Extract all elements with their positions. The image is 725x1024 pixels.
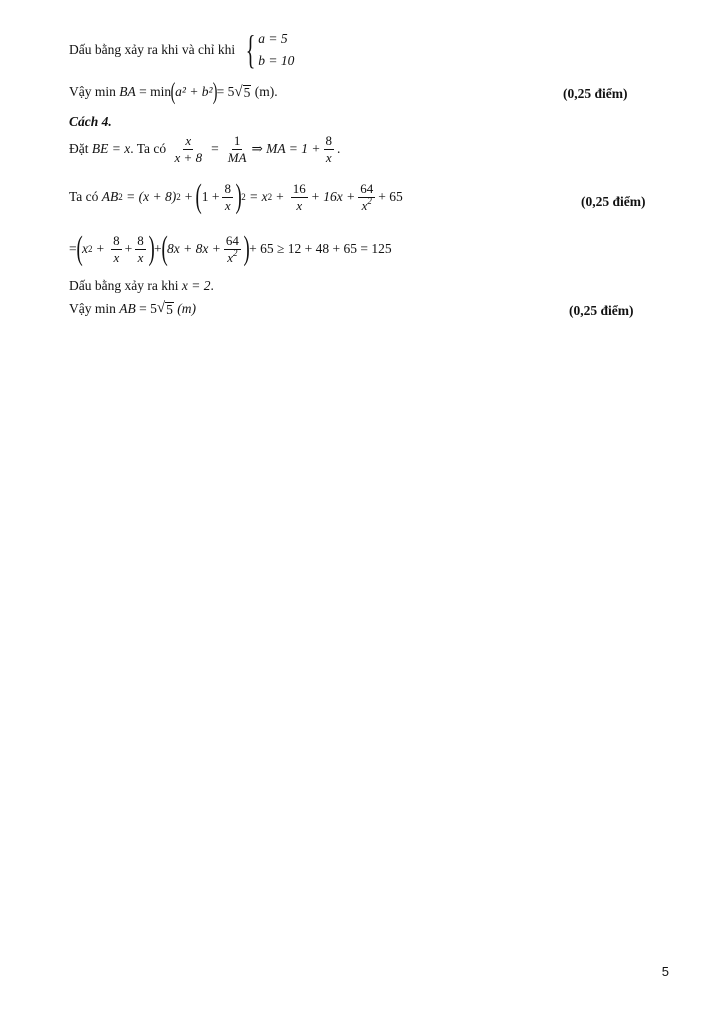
equality-x-line [69,278,214,294]
fraction-64-over-x2 [358,182,375,212]
min-label: min [94,300,116,316]
ab-symbol: AB [101,189,119,204]
inequality-tail: + 65 ≥ 12 + 48 + 65 = 125 [249,241,392,256]
eight-x-terms: 8x + 8x + [166,241,221,256]
conclusion-text: Vậy [69,84,92,99]
equality-text: Dấu bằng xảy ra khi [69,278,179,293]
fraction-denominator: $x^2$ [227,247,238,265]
equality-condition-line [69,28,294,72]
page-number: 5 [661,964,669,979]
right-paren: ) [212,79,218,105]
fraction-8-over-x [135,234,146,264]
fraction-16-over-x [291,182,308,212]
min-ab-line [69,300,196,317]
fraction-numerator: 1 [233,133,241,148]
min-ba-line [69,80,278,104]
fraction-x-over-x8 [173,134,205,164]
equals-x-squared: = x [249,189,268,204]
plus-sign: + [184,189,193,204]
fraction-numerator: 64 [360,180,374,196]
plus-sign: + [96,241,105,256]
fraction-8-over-x [222,182,233,212]
ab-symbol: AB [119,300,136,316]
inequality-line: = ( x 2 + $\frac{8}{x}$ + $\frac{8}{x}$ ) + ( 8x + 8x + $\frac{64}{x^2}$ ) + 65 ≥ 12 + 48 + 65 = 125 [69,230,392,267]
fraction-denominator: x + 8 [174,149,203,165]
plus-sign: + [154,241,162,256]
a2-plus-b2: a² + b² [175,84,213,99]
fraction-numerator: 8 [325,133,333,148]
fraction-numerator: 64 [225,232,239,248]
unit-meters: (m) [177,300,196,316]
equals-5: = 5 [139,300,157,316]
min-label: min [94,84,116,99]
fraction-denominator: $x^2$ [361,195,372,213]
implies-arrow: ⇒ [251,141,263,157]
conclusion-text: Vậy [69,300,92,316]
set-text: Đặt [69,141,89,157]
plus-sign: + [276,189,284,204]
fraction-denominator: x [224,197,231,213]
fraction-64-over-x2 [224,234,241,264]
fraction-8-over-x [111,234,122,264]
fraction-denominator: x [113,249,120,265]
left-paren: ( [76,230,83,267]
x-equals-2: x = 2 [181,278,211,293]
equality-condition-text: Dấu bằng xảy ra khi và chỉ khi [69,42,236,57]
right-paren: ) [243,230,250,267]
fraction-1-over-ma [226,134,249,164]
period: . [210,278,214,293]
sqrt-expression: √ 5 [234,83,251,101]
set-be-line: Đặt BE = x . Ta có $\frac{x}{x + 8}$ = $\frac{1}{MA}$ ⇒ MA = 1 + $\frac{8}{x}$ . [69,133,341,165]
equals-min: = min [139,84,172,99]
unit-meters: (m). [254,84,278,99]
fraction-denominator: x [325,149,332,165]
equals-sign: = [69,241,77,256]
x-term: x [81,241,88,256]
left-paren: ( [170,79,176,105]
ma-expression: MA = 1 + [266,141,321,157]
score-label: (0,25 điểm) [581,194,646,209]
fraction-numerator: 8 [224,180,231,196]
method-heading: Cách 4. [69,114,112,129]
score-label: (0,25 điểm) [563,86,628,101]
fraction-denominator: x [137,249,144,265]
sixteen-x-term: + 16x + [310,189,356,204]
sqrt-argument: 5 [243,85,251,101]
system-equation-a: a = 5 [258,31,288,46]
fraction-numerator: 16 [292,180,306,196]
fraction-numerator: x [185,133,192,148]
plus-sign: + [124,241,133,256]
fraction-numerator: 8 [113,232,120,248]
fraction-denominator: MA [227,149,247,165]
right-paren: ) [235,178,242,215]
be-equals-x: BE = x [91,141,131,157]
one-plus: 1 + [201,189,220,204]
ab-squared-line: Ta có AB 2 = (x + 8) 2 + ( 1 + $\frac{8}{x}$ ) 2 = x 2 + $\frac{16}{x}$ + 16x + $\frac{64}{x^2}$ + 65 [69,178,403,215]
result-equals: = 5 [216,84,235,99]
sqrt-expression: √ 5 [156,300,173,317]
plus-65: + 65 [378,189,403,204]
ta-co-text: . Ta có [130,141,167,157]
fraction-numerator: 8 [137,232,144,248]
left-paren: ( [161,230,168,267]
period: . [337,141,341,157]
fraction-8-over-x [324,134,335,164]
left-paren: ( [195,178,203,215]
x-plus-8-term: = (x + 8) [126,189,177,204]
equation-system [258,28,294,72]
sqrt-argument: 5 [166,301,173,317]
system-brace: { [245,27,256,72]
fraction-denominator: x [296,197,303,213]
right-paren: ) [148,230,155,267]
ba-symbol: BA [119,84,136,99]
score-label: (0,25 điểm) [569,303,634,318]
system-equation-b: b = 10 [258,53,295,68]
ta-co-text: Ta có [69,189,99,204]
